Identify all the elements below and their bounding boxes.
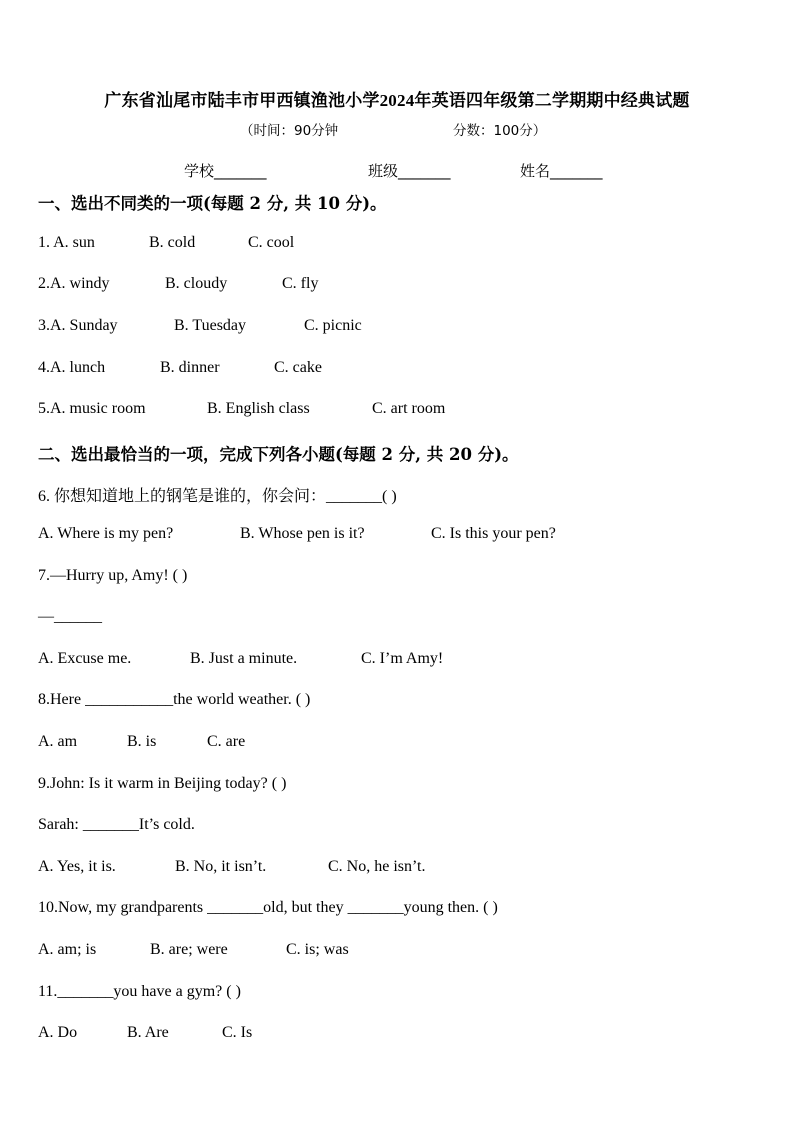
question-4: [38, 359, 322, 377]
question-11-options: [38, 1024, 253, 1042]
section2-heading: 二、选出最恰当的一项，完成下列各小题(每题 2 分, 共 20 分)。: [38, 445, 519, 464]
option-b: B. dinner: [160, 359, 220, 376]
option-a: A. am: [38, 733, 78, 750]
question-10: 10.Now, my grandparents _______old, but they _______young then. ( ): [38, 899, 498, 916]
question-9-options: [38, 858, 426, 876]
option-c: C. are: [207, 733, 246, 750]
option-c: C. fly: [282, 275, 319, 292]
option-b: B. cloudy: [165, 275, 228, 292]
time-limit: （时间：90分钟: [240, 123, 339, 139]
class-field: 班级_______: [368, 162, 451, 180]
question-2: [38, 275, 319, 293]
option-c: C. cool: [248, 234, 295, 251]
total-score: 分数：100分）: [453, 123, 547, 139]
option-c: C. cake: [274, 359, 322, 376]
section1-heading: 一、选出不同类的一项(每题 2 分, 共 10 分)。: [38, 194, 387, 213]
option-c: C. picnic: [304, 317, 362, 334]
question-8: 8.Here ___________the world weather. ( ): [38, 691, 311, 708]
question-10-options: [38, 941, 349, 959]
question-6: 6. 你想知道地上的钢笔是谁的，你会问：_______( ): [38, 488, 397, 505]
question-7: 7.—Hurry up, Amy! ( ): [38, 567, 188, 584]
option-c: C. No, he isn’t.: [328, 858, 426, 875]
option-b: B. Are: [127, 1024, 169, 1041]
page-title: 广东省汕尾市陆丰市甲西镇渔池小学2024年英语四年级第二学期期中经典试题: [104, 91, 690, 110]
question-6-options: [38, 525, 556, 543]
option-c: C. Is this your pen?: [431, 525, 556, 542]
option-a: A. Excuse me.: [38, 650, 132, 667]
option-a: 4.A. lunch: [38, 359, 106, 376]
option-a: A. Yes, it is.: [38, 858, 116, 875]
option-a: 5.A. music room: [38, 400, 146, 417]
option-b: B. Tuesday: [174, 317, 247, 334]
option-a: 3.A. Sunday: [38, 317, 118, 334]
question-1: [38, 234, 295, 252]
option-c: C. I’m Amy!: [361, 650, 444, 667]
option-b: B. are; were: [150, 941, 228, 958]
question-8-options: [38, 733, 246, 751]
option-a: A. Where is my pen?: [38, 525, 174, 542]
option-c: C. art room: [372, 400, 446, 417]
question-9: 9.John: Is it warm in Beijing today? ( ): [38, 775, 287, 792]
option-c: C. is; was: [286, 941, 349, 958]
question-3: [38, 317, 362, 335]
option-c: C. Is: [222, 1024, 253, 1041]
option-a: 1. A. sun: [38, 234, 95, 251]
question-11: 11._______you have a gym? ( ): [38, 983, 241, 1000]
option-b: B. No, it isn’t.: [175, 858, 267, 875]
school-field: 学校_______: [184, 162, 267, 180]
question-7-options: [38, 650, 444, 668]
question-5: [38, 400, 446, 418]
option-b: B. English class: [207, 400, 310, 417]
option-b: B. Just a minute.: [190, 650, 298, 667]
name-field: 姓名_______: [520, 162, 603, 180]
question-9-dialog: Sarah: _______It’s cold.: [38, 816, 195, 833]
option-a: A. am; is: [38, 941, 97, 958]
option-b: B. cold: [149, 234, 196, 251]
option-b: B. Whose pen is it?: [240, 525, 365, 542]
question-7-blank: —______: [38, 608, 102, 625]
option-a: A. Do: [38, 1024, 78, 1041]
option-a: 2.A. windy: [38, 275, 110, 292]
option-b: B. is: [127, 733, 157, 750]
